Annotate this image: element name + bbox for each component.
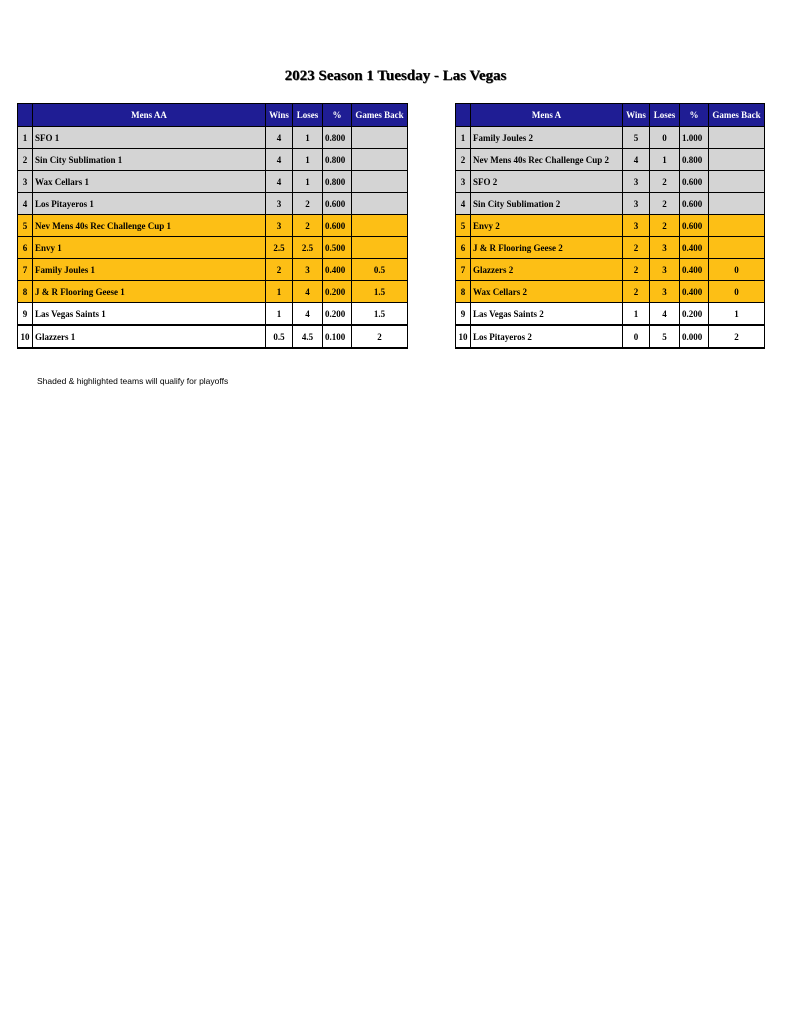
pct-cell: 0.400	[323, 259, 352, 281]
team-name-cell: Glazzers 1	[33, 325, 266, 348]
team-name-cell: J & R Flooring Geese 1	[33, 281, 266, 303]
games-back-cell: 2	[709, 325, 765, 348]
rank-cell: 1	[18, 127, 33, 149]
pct-cell: 0.600	[323, 193, 352, 215]
games-back-cell: 2	[352, 325, 408, 348]
pct-cell: 0.200	[680, 303, 709, 326]
games-back-cell: 0	[709, 281, 765, 303]
team-name-cell: Los Pitayeros 1	[33, 193, 266, 215]
wins-cell: 2	[623, 281, 650, 303]
header-row	[18, 104, 408, 127]
games-back-cell: 0	[709, 259, 765, 281]
standings-row	[18, 325, 408, 348]
wins-cell: 1	[623, 303, 650, 326]
games-back-cell	[352, 171, 408, 193]
wins-header: Wins	[266, 104, 293, 127]
team-name-cell: Las Vegas Saints 2	[471, 303, 623, 326]
games-back-cell	[709, 171, 765, 193]
pct-cell: 0.600	[680, 171, 709, 193]
pct-header: %	[323, 104, 352, 127]
standings-row	[456, 171, 765, 193]
loses-cell: 2	[293, 193, 323, 215]
team-name-cell: SFO 2	[471, 171, 623, 193]
rank-cell: 7	[18, 259, 33, 281]
standings-row	[456, 303, 765, 326]
wins-header: Wins	[623, 104, 650, 127]
wins-cell: 5	[623, 127, 650, 149]
standings-row	[456, 325, 765, 348]
standings-row	[18, 237, 408, 259]
loses-cell: 2.5	[293, 237, 323, 259]
loses-header: Loses	[650, 104, 680, 127]
standings-row	[456, 237, 765, 259]
team-name-cell: Envy 1	[33, 237, 266, 259]
wins-cell: 4	[623, 149, 650, 171]
games-back-cell	[352, 127, 408, 149]
pct-cell: 0.500	[323, 237, 352, 259]
wins-cell: 1	[266, 281, 293, 303]
pct-cell: 0.400	[680, 237, 709, 259]
standings-row	[456, 281, 765, 303]
pct-cell: 1.000	[680, 127, 709, 149]
pct-cell: 0.600	[323, 215, 352, 237]
games-back-header: Games Back	[352, 104, 408, 127]
wins-cell: 2	[266, 259, 293, 281]
rank-cell: 9	[456, 303, 471, 326]
games-back-cell: 0.5	[352, 259, 408, 281]
pct-cell: 0.400	[680, 259, 709, 281]
rank-cell: 8	[456, 281, 471, 303]
wins-cell: 0	[623, 325, 650, 348]
team-name-cell: Wax Cellars 1	[33, 171, 266, 193]
pct-cell: 0.800	[323, 127, 352, 149]
rank-cell: 7	[456, 259, 471, 281]
rank-cell: 8	[18, 281, 33, 303]
mens-aa-standings-table	[17, 103, 408, 349]
games-back-header: Games Back	[709, 104, 765, 127]
pct-cell: 0.100	[323, 325, 352, 348]
mens-a-standings-table	[455, 103, 765, 349]
loses-cell: 2	[650, 215, 680, 237]
pct-cell: 0.200	[323, 303, 352, 326]
rank-header	[18, 104, 33, 127]
loses-cell: 4	[650, 303, 680, 326]
team-name-cell: Nev Mens 40s Rec Challenge Cup 2	[471, 149, 623, 171]
rank-cell: 10	[18, 325, 33, 348]
wins-cell: 1	[266, 303, 293, 326]
team-name-cell: SFO 1	[33, 127, 266, 149]
rank-cell: 2	[456, 149, 471, 171]
team-name-cell: Glazzers 2	[471, 259, 623, 281]
standings-row	[18, 127, 408, 149]
pct-cell: 0.000	[680, 325, 709, 348]
games-back-cell	[709, 237, 765, 259]
header-row	[456, 104, 765, 127]
wins-cell: 2.5	[266, 237, 293, 259]
wins-cell: 0.5	[266, 325, 293, 348]
team-name-cell: Envy 2	[471, 215, 623, 237]
standings-row	[456, 259, 765, 281]
rank-cell: 3	[456, 171, 471, 193]
pct-cell: 0.600	[680, 215, 709, 237]
wins-cell: 2	[623, 237, 650, 259]
rank-cell: 6	[18, 237, 33, 259]
games-back-cell: 1.5	[352, 281, 408, 303]
rank-cell: 4	[456, 193, 471, 215]
standings-row	[456, 215, 765, 237]
standings-row	[18, 149, 408, 171]
loses-cell: 3	[650, 281, 680, 303]
wins-cell: 4	[266, 171, 293, 193]
games-back-cell	[352, 149, 408, 171]
standings-row	[18, 303, 408, 326]
games-back-cell: 1.5	[352, 303, 408, 326]
loses-cell: 1	[650, 149, 680, 171]
team-name-cell: Wax Cellars 2	[471, 281, 623, 303]
loses-cell: 2	[293, 215, 323, 237]
loses-cell: 1	[293, 171, 323, 193]
rank-header	[456, 104, 471, 127]
loses-cell: 4	[293, 281, 323, 303]
team-name-cell: Family Joules 2	[471, 127, 623, 149]
team-name-cell: Sin City Sublimation 1	[33, 149, 266, 171]
games-back-cell	[709, 193, 765, 215]
loses-cell: 4	[293, 303, 323, 326]
loses-cell: 3	[650, 259, 680, 281]
rank-cell: 4	[18, 193, 33, 215]
games-back-cell	[709, 215, 765, 237]
loses-cell: 3	[650, 237, 680, 259]
standings-row	[456, 193, 765, 215]
wins-cell: 2	[623, 259, 650, 281]
loses-cell: 1	[293, 127, 323, 149]
pct-cell: 0.200	[323, 281, 352, 303]
standings-row	[18, 193, 408, 215]
team-name-cell: Los Pitayeros 2	[471, 325, 623, 348]
rank-cell: 1	[456, 127, 471, 149]
wins-cell: 3	[266, 193, 293, 215]
games-back-cell	[709, 149, 765, 171]
team-name-cell: Las Vegas Saints 1	[33, 303, 266, 326]
loses-cell: 2	[650, 171, 680, 193]
division-header: Mens AA	[33, 104, 266, 127]
wins-cell: 3	[623, 215, 650, 237]
rank-cell: 9	[18, 303, 33, 326]
wins-cell: 3	[623, 193, 650, 215]
wins-cell: 3	[623, 171, 650, 193]
division-header: Mens A	[471, 104, 623, 127]
rank-cell: 5	[456, 215, 471, 237]
wins-cell: 4	[266, 127, 293, 149]
pct-cell: 0.800	[323, 171, 352, 193]
games-back-cell: 1	[709, 303, 765, 326]
standings-row	[18, 171, 408, 193]
games-back-cell	[352, 237, 408, 259]
loses-cell: 1	[293, 149, 323, 171]
pct-cell: 0.800	[323, 149, 352, 171]
standings-row	[456, 127, 765, 149]
pct-cell: 0.400	[680, 281, 709, 303]
wins-cell: 4	[266, 149, 293, 171]
loses-cell: 2	[650, 193, 680, 215]
rank-cell: 10	[456, 325, 471, 348]
pct-cell: 0.600	[680, 193, 709, 215]
team-name-cell: Sin City Sublimation 2	[471, 193, 623, 215]
games-back-cell	[709, 127, 765, 149]
wins-cell: 3	[266, 215, 293, 237]
rank-cell: 6	[456, 237, 471, 259]
rank-cell: 3	[18, 171, 33, 193]
team-name-cell: Nev Mens 40s Rec Challenge Cup 1	[33, 215, 266, 237]
rank-cell: 5	[18, 215, 33, 237]
pct-cell: 0.800	[680, 149, 709, 171]
team-name-cell: Family Joules 1	[33, 259, 266, 281]
pct-header: %	[680, 104, 709, 127]
page-title: 2023 Season 1 Tuesday - Las Vegas	[284, 68, 507, 84]
loses-cell: 4.5	[293, 325, 323, 348]
standings-row	[18, 259, 408, 281]
loses-cell: 0	[650, 127, 680, 149]
standings-row	[18, 215, 408, 237]
games-back-cell	[352, 193, 408, 215]
standings-row	[456, 149, 765, 171]
loses-cell: 5	[650, 325, 680, 348]
team-name-cell: J & R Flooring Geese 2	[471, 237, 623, 259]
rank-cell: 2	[18, 149, 33, 171]
playoff-qualification-note: Shaded & highlighted teams will qualify for playoffs	[37, 376, 229, 386]
standings-row	[18, 281, 408, 303]
loses-cell: 3	[293, 259, 323, 281]
loses-header: Loses	[293, 104, 323, 127]
games-back-cell	[352, 215, 408, 237]
